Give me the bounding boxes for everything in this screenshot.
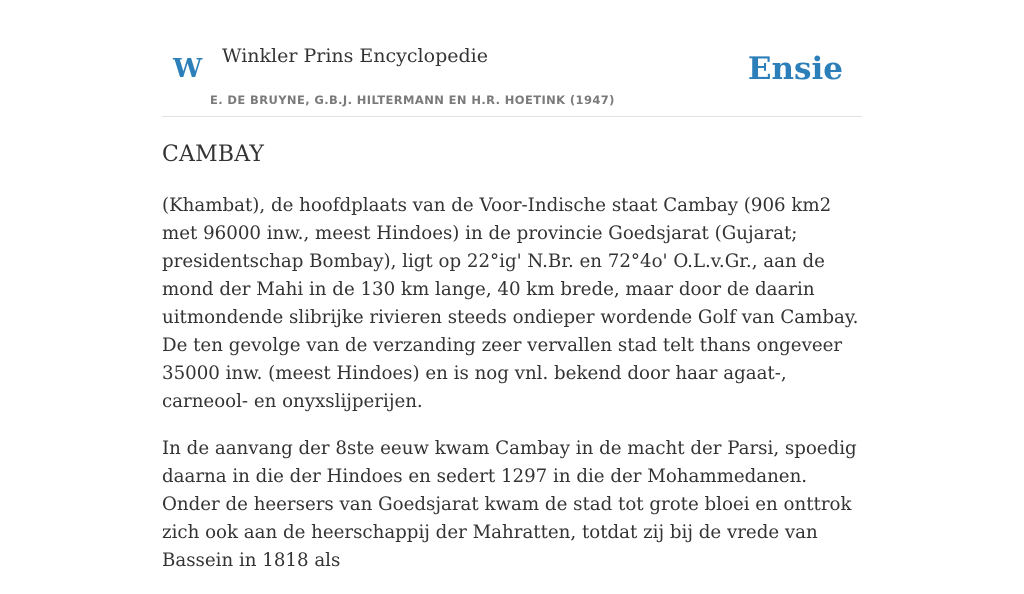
page bbox=[162, 0, 862, 571]
w-logo-icon[interactable]: W bbox=[173, 54, 203, 84]
site-header bbox=[162, 0, 862, 117]
ensie-logo-link[interactable]: Ensie bbox=[747, 51, 843, 87]
entry-body bbox=[162, 192, 862, 594]
work-title-link[interactable]: Winkler Prins Encyclopedie bbox=[222, 45, 488, 67]
entry-paragraph-2: In de aanvang der 8ste eeuw kwam Cambay in de macht der Parsi, spoedig daarna in die der Hindoes en sedert 1297 in die der Mohammedanen. Onder de heersers van Goedsjarat kwam de stad tot grote bloei en onttrok zich ook aan de heerschappij der Mahratten, totdat zij bij de vrede van Bassein in 1818 als bbox=[162, 438, 857, 571]
entry-title: CAMBAY bbox=[162, 142, 265, 167]
entry-paragraph-1: (Khambat), de hoofdplaats van de Voor-Indische staat Cambay (906 km2 met 96000 inw., meest Hindoes) in de provincie Goedsjarat (Gujarat; presidentschap Bombay), ligt op 22°ig' N.Br. en 72°4o' O.L.v.Gr., aan de mond der Mahi in de 130 km lange, 40 km brede, maar door de daarin uitmondende slibrijke rivieren steeds ondieper wordende Golf van Cambay. De ten gevolge van de verzanding zeer vervallen stad telt thans ongeveer 35000 inw. (meest Hindoes) en is nog vnl. bekend door haar agaat-, carneool- en onyxslijperijen. bbox=[162, 195, 859, 412]
authors-line: E. DE BRUYNE, G.B.J. HILTERMANN EN H.R. HOETINK (1947) bbox=[210, 93, 615, 107]
